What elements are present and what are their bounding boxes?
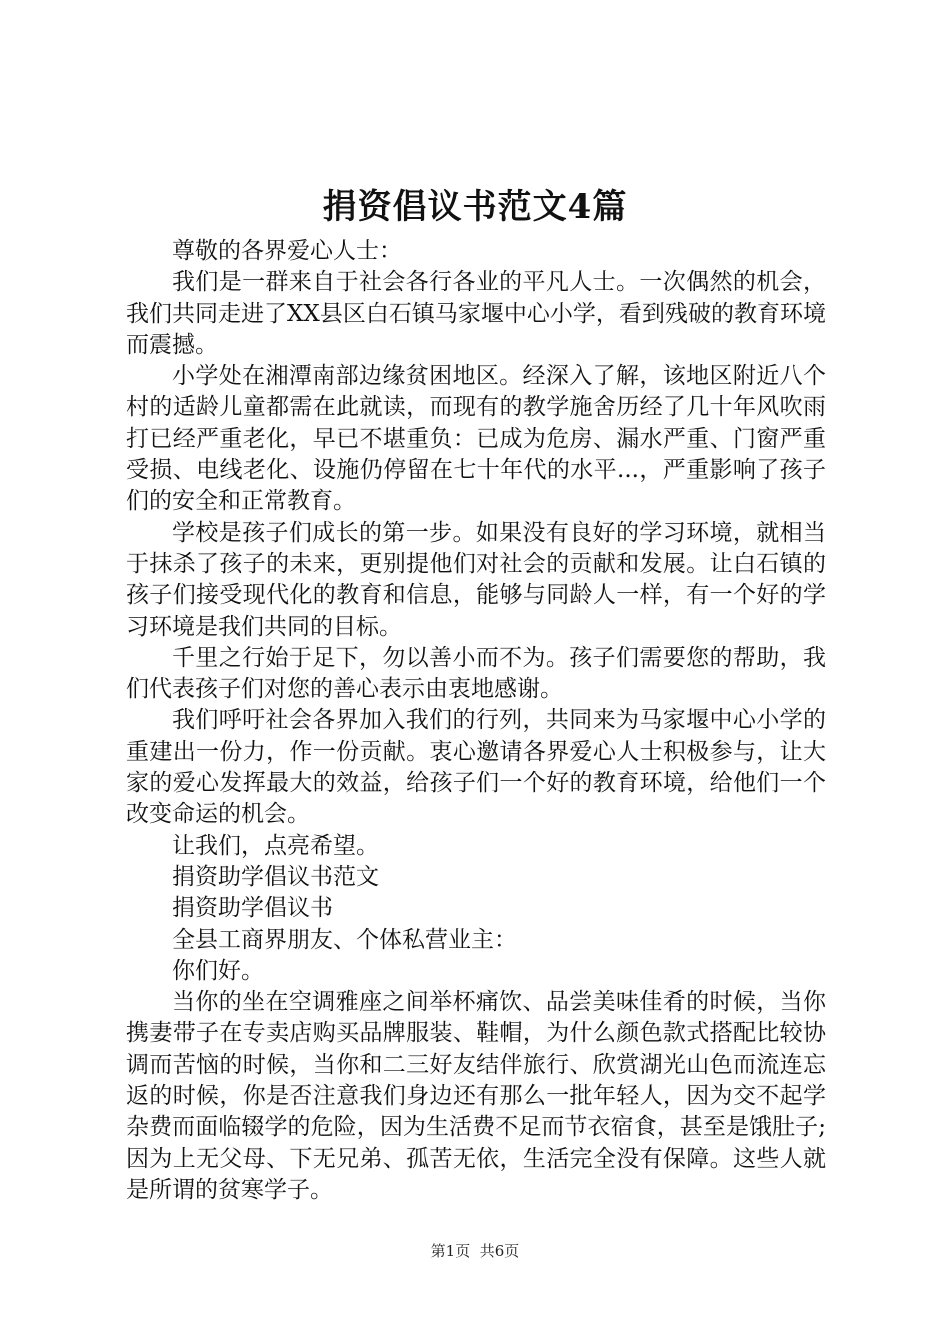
paragraph-salutation: 尊敬的各界爱心人士： [172, 238, 402, 264]
page-footer [0, 1240, 950, 1262]
paragraph: 学校是孩子们成长的第一步。如果没有良好的学习环境，就相当于抹杀了孩子的未来，更别提他们对社会的贡献和发展。让白石镇的孩子们接受现代化的教育和信息，能够与同龄人一样，有一个好的学习环境是我们共同的目标。 [126, 519, 826, 640]
section-heading: 捐资助学倡议书 [172, 895, 333, 922]
document-body [126, 236, 826, 1206]
paragraph: 让我们，点亮希望。 [172, 832, 379, 859]
paragraph: 小学处在湘潭南部边缘贫困地区。经深入了解，该地区附近八个村的适龄儿童都需在此就读，而现有的教学施舍历经了几十年风吹雨打已经严重老化，早已不堪重负：已成为危房、漏水严重、门窗严重受损、电线老化、设施仍停留在七十年代的水平...，严重影响了孩子们的安全和正常教育。 [126, 363, 826, 515]
paragraph: 千里之行始于足下，勿以善小而不为。孩子们需要您的帮助，我们代表孩子们对您的善心表示由衷地感谢。 [126, 644, 826, 703]
paragraph: 我们是一群来自于社会各行各业的平凡人士。一次偶然的机会，我们共同走进了XX县区白石镇马家堰中心小学，看到残破的教育环境而震撼。 [126, 269, 826, 358]
document-title: 捐资倡议书范文4篇 [322, 187, 628, 227]
paragraph: 我们呼吁社会各界加入我们的行列，共同来为马家堰中心小学的重建出一份力，作一份贡献。衷心邀请各界爱心人士积极参与，让大家的爱心发挥最大的效益，给孩子们一个好的教育环境，给他们一个改变命运的机会。 [126, 707, 826, 828]
page-total: 共6页 [479, 1242, 520, 1260]
page-number: 第1页 [430, 1242, 471, 1260]
paragraph: 你们好。 [172, 957, 264, 984]
paragraph: 当你的坐在空调雅座之间举杯痛饮、品尝美味佳肴的时候，当你携妻带子在专卖店购买品牌服装、鞋帽，为什么颜色款式搭配比较协调而苦恼的时候，当你和二三好友结伴旅行、欣赏湖光山色而流连忘返的时候，你是否注意我们身边还有那么一批年轻人，因为交不起学杂费而面临辍学的危险，因为生活费不足而节衣宿食，甚至是饿肚子;因为上无父母、下无兄弟、孤苦无依，生活完全没有保障。这些人就是所谓的贫寒学子。 [126, 989, 826, 1203]
paragraph-salutation: 全县工商界朋友、个体私营业主： [172, 926, 517, 953]
section-heading: 捐资助学倡议书范文 [172, 863, 379, 890]
